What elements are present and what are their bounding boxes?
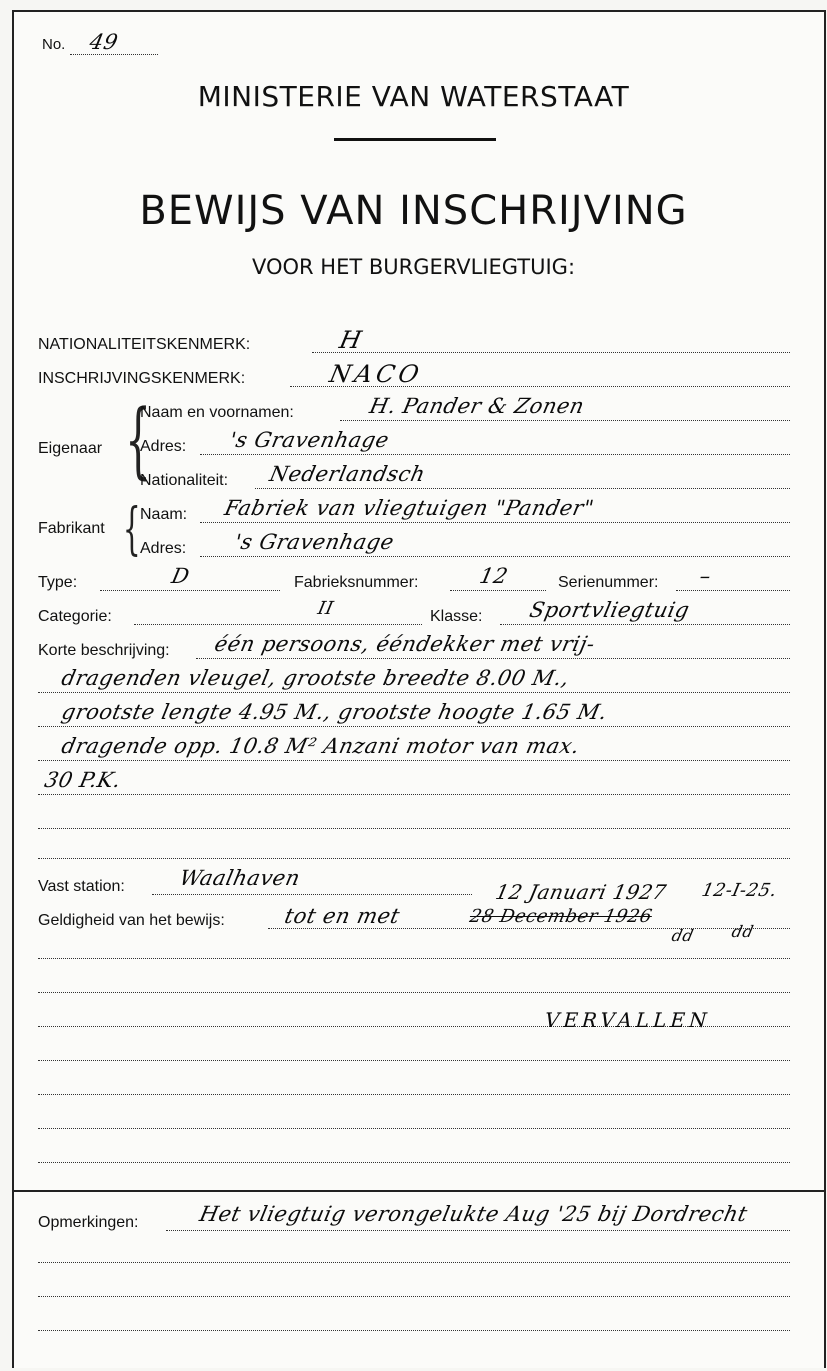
korte-beschrijving-label: Korte beschrijving: bbox=[38, 642, 170, 659]
beschrijving-text-4: dragende opp. 10.8 M² Anzani motor van max. bbox=[59, 734, 582, 758]
vast-station-line bbox=[152, 894, 472, 895]
nationaliteitskenmerk-line bbox=[312, 352, 790, 353]
serienummer-line bbox=[676, 590, 790, 591]
geldigheid-struck-date: 28 December 1926 bbox=[467, 906, 655, 927]
fabrieksnummer-value: 12 bbox=[477, 564, 511, 588]
categorie-label: Categorie: bbox=[38, 608, 112, 625]
categorie-line bbox=[134, 624, 422, 625]
eigenaar-adres-label: Adres: bbox=[140, 438, 187, 455]
beschrijving-line-1 bbox=[196, 658, 790, 659]
beschrijving-text-2: dragenden vleugel, grootste breedte 8.00 M., bbox=[59, 666, 572, 690]
page-subtitle: VOOR HET BURGERVLIEGTUIG: bbox=[251, 255, 576, 279]
number-label: No. bbox=[42, 36, 66, 53]
initial-mark-1: dd bbox=[669, 926, 696, 945]
klasse-line bbox=[500, 624, 790, 625]
beschrijving-line-2 bbox=[38, 692, 790, 693]
opmerkingen-blank-line bbox=[38, 1262, 790, 1263]
klasse-value: Sportvliegtuig bbox=[527, 598, 692, 622]
certificate-number: 49 bbox=[87, 30, 121, 54]
serienummer-value: – bbox=[697, 564, 714, 588]
beschrijving-text-5: 30 P.K. bbox=[42, 768, 124, 792]
type-value: D bbox=[169, 564, 192, 588]
vast-station-value: Waalhaven bbox=[177, 866, 303, 890]
eigenaar-naam-value: H. Pander & Zonen bbox=[367, 394, 587, 418]
blank-line bbox=[38, 1060, 790, 1061]
geldigheid-value: tot en met bbox=[282, 904, 403, 928]
blank-line bbox=[38, 992, 790, 993]
ministry-heading: MINISTERIE VAN WATERSTAAT bbox=[197, 80, 630, 113]
beschrijving-text-3: grootste lengte 4.95 M., grootste hoogte 1.65 M. bbox=[59, 700, 610, 724]
categorie-value: II bbox=[315, 598, 336, 619]
eigenaar-adres-line bbox=[200, 454, 790, 455]
blank-line bbox=[38, 958, 790, 959]
opmerkingen-line bbox=[166, 1230, 790, 1231]
section-divider bbox=[12, 1190, 826, 1192]
geldigheid-line bbox=[268, 928, 790, 929]
nationaliteit-value: Nederlandsch bbox=[267, 462, 428, 486]
geldigheid-date: 12 Januari 1927 bbox=[493, 880, 669, 904]
nationaliteitskenmerk-value: H bbox=[337, 326, 365, 354]
nationaliteit-line bbox=[255, 488, 790, 489]
fabrikant-adres-line bbox=[200, 556, 790, 557]
number-dotted-line bbox=[70, 54, 158, 55]
inschrijvingskenmerk-value: NACO bbox=[327, 360, 426, 388]
fabrikant-label: Fabrikant bbox=[38, 520, 105, 537]
nationaliteitskenmerk-label: NATIONALITEITSKENMERK: bbox=[38, 336, 251, 353]
inschrijvingskenmerk-label: INSCHRIJVINGSKENMERK: bbox=[38, 370, 246, 387]
beschrijving-line-3 bbox=[38, 726, 790, 727]
vervallen-stamp: VERVALLEN bbox=[544, 1008, 712, 1032]
naam-voornamen-label: Naam en voornamen: bbox=[140, 404, 294, 421]
fabrikant-brace: { bbox=[122, 497, 141, 562]
beschrijving-line-7 bbox=[38, 858, 790, 859]
beschrijving-line-4 bbox=[38, 760, 790, 761]
blank-line bbox=[38, 1162, 790, 1163]
geldigheid-short-date: 12-I-25. bbox=[699, 880, 780, 901]
fabrieksnummer-line bbox=[450, 590, 546, 591]
eigenaar-label: Eigenaar bbox=[38, 440, 103, 457]
vast-station-label: Vast station: bbox=[38, 878, 125, 895]
heading-divider bbox=[334, 138, 496, 141]
nationaliteit-label: Nationaliteit: bbox=[140, 472, 229, 489]
type-line bbox=[100, 590, 280, 591]
initial-mark-2: dd bbox=[729, 922, 756, 941]
eigenaar-adres-value: 's Gravenhage bbox=[227, 428, 392, 452]
fabrikant-adres-value: 's Gravenhage bbox=[232, 530, 397, 554]
opmerkingen-blank-line bbox=[38, 1296, 790, 1297]
type-label: Type: bbox=[38, 574, 78, 591]
fabrikant-naam-line bbox=[200, 522, 790, 523]
fabrieksnummer-label: Fabrieksnummer: bbox=[294, 574, 419, 591]
opmerkingen-blank-line bbox=[38, 1330, 790, 1331]
opmerkingen-label: Opmerkingen: bbox=[38, 1214, 139, 1231]
beschrijving-line-5 bbox=[38, 794, 790, 795]
beschrijving-text-1: één persoons, ééndekker met vrij- bbox=[212, 632, 598, 656]
fabrikant-naam-value: Fabriek van vliegtuigen "Pander" bbox=[222, 496, 597, 520]
page-title: BEWIJS VAN INSCHRIJVING bbox=[139, 188, 688, 234]
blank-line bbox=[38, 1128, 790, 1129]
eigenaar-brace: { bbox=[125, 393, 152, 488]
serienummer-label: Serienummer: bbox=[558, 574, 659, 591]
fabrikant-adres-label: Adres: bbox=[140, 540, 187, 557]
beschrijving-line-6 bbox=[38, 828, 790, 829]
blank-line bbox=[38, 1094, 790, 1095]
eigenaar-naam-line bbox=[340, 420, 790, 421]
fabrikant-naam-label: Naam: bbox=[140, 506, 188, 523]
geldigheid-label: Geldigheid van het bewijs: bbox=[38, 912, 225, 929]
klasse-label: Klasse: bbox=[430, 608, 483, 625]
opmerkingen-value: Het vliegtuig verongelukte Aug '25 bij Dordrecht bbox=[197, 1202, 750, 1226]
